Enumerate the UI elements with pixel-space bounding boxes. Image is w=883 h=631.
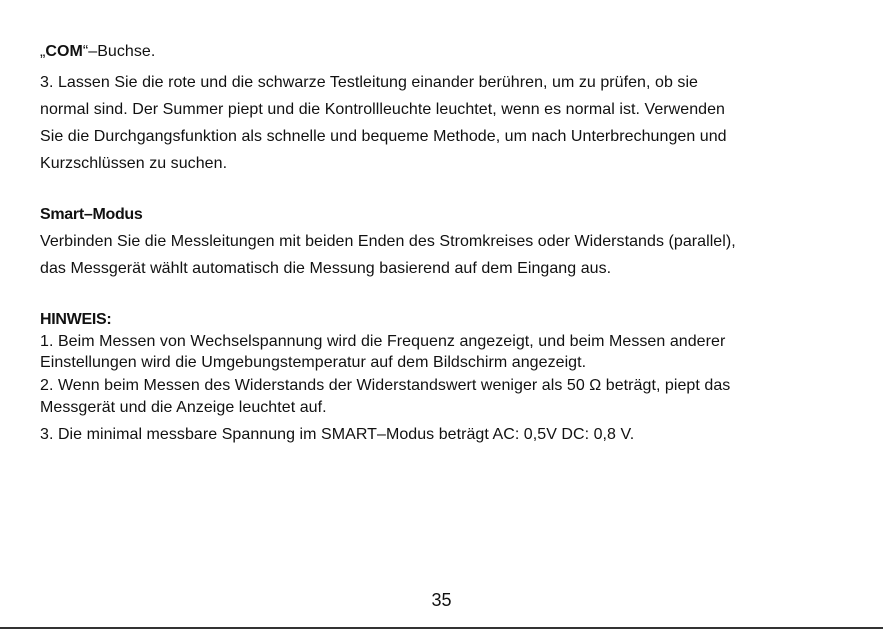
com-socket-text: “–Buchse. <box>82 43 156 60</box>
bottom-divider <box>0 627 883 629</box>
step3-line-2: normal sind. Der Summer piept und die Kontrollleuchte leuchtet, wenn es normal ist. Verwenden <box>40 101 726 118</box>
com-socket-line <box>40 42 155 62</box>
com-term: COM <box>45 43 83 60</box>
note-item2-line-2: Messgerät und die Anzeige leuchtet auf. <box>40 399 327 416</box>
smart-mode-line-2: das Messgerät wählt automatisch die Messung basierend auf dem Eingang aus. <box>40 260 612 277</box>
step3-line-1: 3. Lassen Sie die rote und die schwarze Testleitung einander berühren, um zu prüfen, ob sie <box>40 74 698 91</box>
step3-line-4: Kurzschlüssen zu suchen. <box>40 155 228 172</box>
com-open-quote: „ <box>40 43 46 60</box>
note-heading: HINWEIS: <box>40 311 112 328</box>
note-item3-line-1: 3. Die minimal messbare Spannung im SMART–Modus beträgt AC: 0,5V DC: 0,8 V. <box>40 426 635 443</box>
step3-line-3: Sie die Durchgangsfunktion als schnelle und bequeme Methode, um nach Unterbrechungen und <box>40 128 727 145</box>
note-item2-line-1: 2. Wenn beim Messen des Widerstands der Widerstandswert weniger als 50 Ω beträgt, piept das <box>40 377 731 394</box>
note-item1-line-1: 1. Beim Messen von Wechselspannung wird die Frequenz angezeigt, und beim Messen anderer <box>40 333 726 350</box>
page-number: 35 <box>431 590 452 610</box>
smart-mode-line-1: Verbinden Sie die Messleitungen mit beiden Enden des Stromkreises oder Widerstands (parallel), <box>40 233 736 250</box>
smart-mode-heading: Smart–Modus <box>40 206 143 223</box>
note-item1-line-2: Einstellungen wird die Umgebungstemperatur auf dem Bildschirm angezeigt. <box>40 354 587 371</box>
